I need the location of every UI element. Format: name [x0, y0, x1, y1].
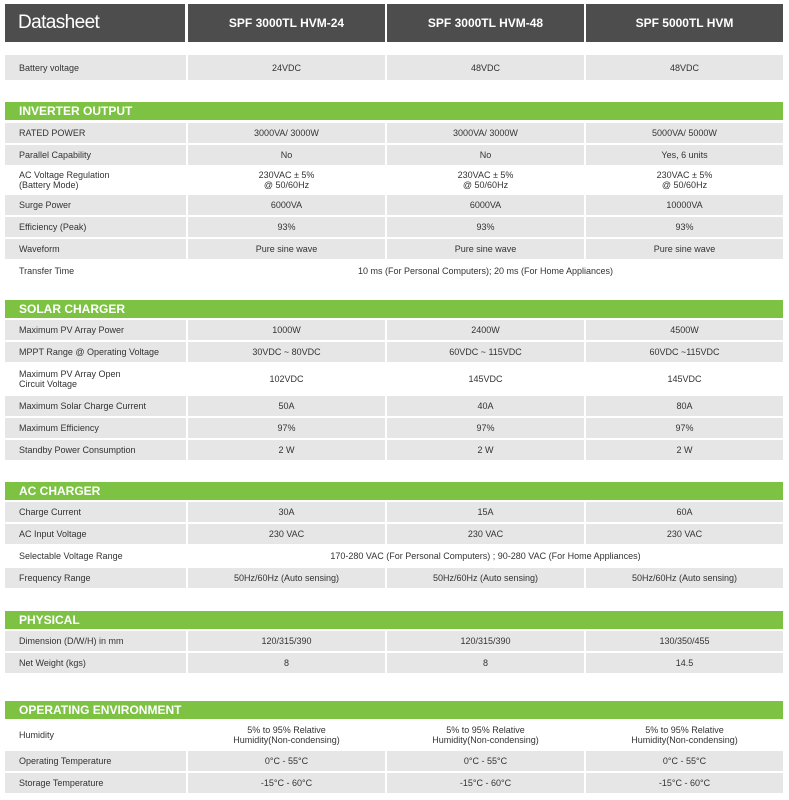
- spec-label-line: (Battery Mode): [19, 180, 79, 190]
- operating-environment-section: [5, 701, 783, 788]
- spec-value: 0°C - 55°C: [188, 751, 385, 771]
- spec-label: Maximum Efficiency: [5, 418, 186, 438]
- spec-value: 130/350/455: [586, 631, 783, 651]
- spec-value: 2400W: [387, 320, 584, 340]
- spec-row-max-pv-open-circuit-voltage: [5, 364, 783, 394]
- spec-label: Frequency Range: [5, 568, 186, 588]
- spec-value: 50Hz/60Hz (Auto sensing): [586, 568, 783, 588]
- spec-value: 1000W: [188, 320, 385, 340]
- ac-charger-section: [5, 482, 783, 583]
- spec-value: 14.5: [586, 653, 783, 673]
- spec-value-line: 230VAC ± 5%: [258, 170, 315, 180]
- spec-label-line: AC Voltage Regulation: [19, 170, 110, 180]
- spec-value: 30VDC ~ 80VDC: [188, 342, 385, 362]
- spec-row-waveform: [5, 239, 783, 259]
- spec-value-line: 5% to 95% Relative: [446, 725, 525, 735]
- section-heading: OPERATING ENVIRONMENT: [5, 701, 783, 719]
- spec-value: 80A: [586, 396, 783, 416]
- spec-value-line: 5% to 95% Relative: [645, 725, 724, 735]
- spec-value-line: Humidity(Non-condensing): [233, 735, 340, 745]
- spec-value: 48VDC: [586, 55, 783, 80]
- spec-row-charge-current: [5, 502, 783, 522]
- spec-label: Operating Temperature: [5, 751, 186, 771]
- spec-row-selectable-voltage-range: [5, 546, 783, 566]
- spec-value: 10000VA: [586, 195, 783, 215]
- spec-value-line: Humidity(Non-condensing): [432, 735, 539, 745]
- spec-value: 120/315/390: [188, 631, 385, 651]
- spec-value: 0°C - 55°C: [586, 751, 783, 771]
- spec-value: 8: [188, 653, 385, 673]
- spec-row-net-weight: [5, 653, 783, 673]
- spec-value: 50A: [188, 396, 385, 416]
- spec-value: -15°C - 60°C: [586, 773, 783, 793]
- spec-value: 3000VA/ 3000W: [387, 123, 584, 143]
- spec-value: Pure sine wave: [387, 239, 584, 259]
- spec-label: Maximum PV Array Power: [5, 320, 186, 340]
- spec-value-line: @ 50/60Hz: [661, 180, 708, 190]
- spec-value: 145VDC: [387, 364, 584, 394]
- physical-section: [5, 611, 783, 668]
- spec-value-line: Humidity(Non-condensing): [631, 735, 738, 745]
- spec-value: 230 VAC: [586, 524, 783, 544]
- spec-row-efficiency-peak: [5, 217, 783, 237]
- spec-row-storage-temperature: [5, 773, 783, 793]
- spec-row-humidity: [5, 721, 783, 749]
- spec-value: 2 W: [188, 440, 385, 460]
- spec-label: [5, 167, 186, 193]
- spec-value: No: [387, 145, 584, 165]
- spec-value: 93%: [188, 217, 385, 237]
- spec-value: [586, 721, 783, 749]
- spec-value: [387, 167, 584, 193]
- spec-value: [188, 721, 385, 749]
- spec-row-surge-power: [5, 195, 783, 215]
- spec-value: No: [188, 145, 385, 165]
- spec-value: 2 W: [586, 440, 783, 460]
- spec-value: 24VDC: [188, 55, 385, 80]
- spec-value: 97%: [586, 418, 783, 438]
- spec-value: 48VDC: [387, 55, 584, 80]
- spec-value: 102VDC: [188, 364, 385, 394]
- spec-value: 93%: [387, 217, 584, 237]
- section-heading: AC CHARGER: [5, 482, 783, 500]
- spec-value: 3000VA/ 3000W: [188, 123, 385, 143]
- spec-value: -15°C - 60°C: [387, 773, 584, 793]
- spec-value: 97%: [387, 418, 584, 438]
- spec-value: 230 VAC: [188, 524, 385, 544]
- spec-value: 5000VA/ 5000W: [586, 123, 783, 143]
- spec-row-standby-power: [5, 440, 783, 460]
- spec-row-ac-input-voltage: [5, 524, 783, 544]
- spec-value-line: @ 50/60Hz: [263, 180, 310, 190]
- spec-value: 0°C - 55°C: [387, 751, 584, 771]
- spec-value: 60VDC ~115VDC: [586, 342, 783, 362]
- spec-value: [188, 167, 385, 193]
- spec-value: -15°C - 60°C: [188, 773, 385, 793]
- model-header-spf-3000tl-hvm-48: SPF 3000TL HVM-48: [387, 4, 584, 42]
- spec-label-line: Circuit Voltage: [19, 379, 78, 389]
- spec-value: Yes, 6 units: [586, 145, 783, 165]
- spec-value: [387, 721, 584, 749]
- datasheet-title: Datasheet: [5, 4, 185, 42]
- spec-value: Pure sine wave: [188, 239, 385, 259]
- spec-label: Surge Power: [5, 195, 186, 215]
- spec-row-dimension: [5, 631, 783, 651]
- spec-value: 230 VAC: [387, 524, 584, 544]
- spec-label: Selectable Voltage Range: [5, 546, 186, 566]
- spec-row-frequency-range: [5, 568, 783, 588]
- spec-label: Maximum Solar Charge Current: [5, 396, 186, 416]
- spec-value-line: 230VAC ± 5%: [656, 170, 713, 180]
- spec-value: [586, 167, 783, 193]
- spec-value: 40A: [387, 396, 584, 416]
- section-heading: INVERTER OUTPUT: [5, 102, 783, 120]
- solar-charger-section: [5, 300, 783, 455]
- inverter-output-section: [5, 102, 783, 276]
- spec-label: Standby Power Consumption: [5, 440, 186, 460]
- spec-value-line: 230VAC ± 5%: [457, 170, 514, 180]
- spec-value: 97%: [188, 418, 385, 438]
- spec-value: 8: [387, 653, 584, 673]
- spec-label: Charge Current: [5, 502, 186, 522]
- model-header-spf-3000tl-hvm-24: SPF 3000TL HVM-24: [188, 4, 385, 42]
- spec-label: [5, 364, 186, 394]
- spec-row-operating-temperature: [5, 751, 783, 771]
- spec-label: Transfer Time: [5, 261, 186, 281]
- spec-label: Net Weight (kgs): [5, 653, 186, 673]
- spec-value: 2 W: [387, 440, 584, 460]
- spec-value: 50Hz/60Hz (Auto sensing): [188, 568, 385, 588]
- section-heading: SOLAR CHARGER: [5, 300, 783, 318]
- spec-row-ac-voltage-regulation: [5, 167, 783, 193]
- spec-value: 60A: [586, 502, 783, 522]
- spec-value: 15A: [387, 502, 584, 522]
- spec-value: 60VDC ~ 115VDC: [387, 342, 584, 362]
- spec-row-parallel-capability: [5, 145, 783, 165]
- spec-row-rated-power: [5, 123, 783, 143]
- spec-value-line: @ 50/60Hz: [462, 180, 509, 190]
- spec-value-spanning: 170-280 VAC (For Personal Computers) ; 90-280 VAC (For Home Appliances): [188, 546, 783, 566]
- spec-label: Humidity: [5, 721, 186, 749]
- section-heading: PHYSICAL: [5, 611, 783, 629]
- spec-row-max-pv-array-power: [5, 320, 783, 340]
- spec-row-transfer-time: [5, 261, 783, 281]
- spec-label: Battery voltage: [5, 55, 186, 80]
- spec-row-max-efficiency: [5, 418, 783, 438]
- spec-value: 93%: [586, 217, 783, 237]
- spec-value: 50Hz/60Hz (Auto sensing): [387, 568, 584, 588]
- spec-label: Parallel Capability: [5, 145, 186, 165]
- spec-label-line: Maximum PV Array Open: [19, 369, 121, 379]
- spec-value: Pure sine wave: [586, 239, 783, 259]
- spec-label: Storage Temperature: [5, 773, 186, 793]
- spec-value: 30A: [188, 502, 385, 522]
- spec-value: 120/315/390: [387, 631, 584, 651]
- spec-label: MPPT Range @ Operating Voltage: [5, 342, 186, 362]
- spec-row-battery-voltage: [5, 55, 783, 80]
- spec-value: 145VDC: [586, 364, 783, 394]
- spec-value-line: 5% to 95% Relative: [247, 725, 326, 735]
- model-header-spf-5000tl-hvm: SPF 5000TL HVM: [586, 4, 783, 42]
- spec-value-spanning: 10 ms (For Personal Computers); 20 ms (For Home Appliances): [188, 261, 783, 281]
- spec-label: RATED POWER: [5, 123, 186, 143]
- spec-value: 6000VA: [188, 195, 385, 215]
- spec-label: Waveform: [5, 239, 186, 259]
- spec-label: Efficiency (Peak): [5, 217, 186, 237]
- spec-value: 6000VA: [387, 195, 584, 215]
- spec-row-mppt-range: [5, 342, 783, 362]
- spec-label: Dimension (D/W/H) in mm: [5, 631, 186, 651]
- spec-value: 4500W: [586, 320, 783, 340]
- spec-label: AC Input Voltage: [5, 524, 186, 544]
- spec-row-max-solar-charge-current: [5, 396, 783, 416]
